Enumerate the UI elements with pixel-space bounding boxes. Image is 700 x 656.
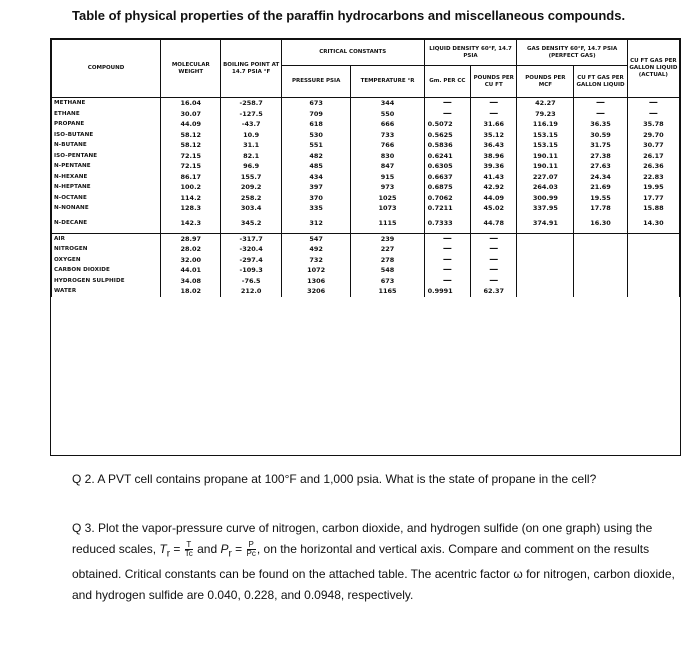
cuft-per-gallon-actual-cell: 35.78 <box>627 119 679 130</box>
boiling-point-cell: 155.7 <box>221 172 281 183</box>
boiling-point-cell: -43.7 <box>221 119 281 130</box>
molecular-weight-cell: 114.2 <box>161 193 221 204</box>
cuft-per-gallon-actual-cell <box>627 255 679 266</box>
liquid-density-lb-cell: 44.09 <box>471 193 517 204</box>
gas-density-mcf-cell <box>517 244 574 255</box>
critical-pressure-cell: 1306 <box>281 276 351 287</box>
gas-density-mcf-cell <box>517 255 574 266</box>
gas-density-mcf-cell: 42.27 <box>517 98 574 109</box>
critical-temperature-cell: 548 <box>351 265 424 276</box>
liquid-density-gm-cell: 0.7062 <box>424 193 470 204</box>
critical-pressure-cell: 482 <box>281 151 351 162</box>
liquid-density-gm-cell: 0.6875 <box>424 182 470 193</box>
critical-pressure-cell: 370 <box>281 193 351 204</box>
table-row <box>52 172 680 183</box>
cuft-per-gallon-cell: 31.75 <box>574 140 627 151</box>
boiling-point-cell: 31.1 <box>221 140 281 151</box>
molecular-weight-cell: 18.02 <box>161 286 221 297</box>
boiling-point-cell: -76.5 <box>221 276 281 287</box>
critical-pressure-cell: 485 <box>281 161 351 172</box>
header-boiling-point: BOILING POINT AT 14.7 PSIA °F <box>221 40 281 98</box>
critical-pressure-cell: 530 <box>281 130 351 141</box>
cuft-per-gallon-cell: 17.78 <box>574 203 627 214</box>
cuft-per-gallon-actual-cell: 22.83 <box>627 172 679 183</box>
liquid-density-gm-cell: 0.5072 <box>424 119 470 130</box>
liquid-density-gm-cell: — <box>424 98 470 109</box>
table-row <box>52 161 680 172</box>
compound-cell: N-NONANE <box>52 203 161 214</box>
compound-cell: N-PENTANE <box>52 161 161 172</box>
table-row <box>52 98 680 109</box>
liquid-density-gm-cell: — <box>424 276 470 287</box>
table-row <box>52 151 680 162</box>
gas-density-mcf-cell: 190.11 <box>517 161 574 172</box>
cuft-per-gallon-cell: — <box>574 109 627 120</box>
boiling-point-cell: -109.3 <box>221 265 281 276</box>
cuft-per-gallon-actual-cell: 26.36 <box>627 161 679 172</box>
liquid-density-gm-cell: 0.6241 <box>424 151 470 162</box>
cuft-per-gallon-cell <box>574 276 627 287</box>
tr-numerator: T <box>186 540 192 550</box>
q3-and: and <box>193 542 221 556</box>
liquid-density-lb-cell: — <box>471 255 517 266</box>
question-3: Q 3. Plot the vapor-pressure curve of nitrogen, carbon dioxide, and hydrogen sulfide (on one graph) using the reduced scales, $T_r$ = $\frac{T}{Tc}$ and $P_r$ = $\frac{P}{Pc}$ , on the horizontal and vertical axis. Compare and comment on the results obtained. Critical constants can be found on the attached table. The acentric factor ω for nitrogen, carbon dioxide, and hydrogen sulfide are 0.040, 0.228, and 0.0948, respectively. <box>72 521 675 603</box>
table-row <box>52 276 680 287</box>
cuft-per-gallon-actual-cell <box>627 265 679 276</box>
cuft-per-gallon-cell: 19.55 <box>574 193 627 204</box>
critical-temperature-cell: 1165 <box>351 286 424 297</box>
liquid-density-gm-cell: 0.5625 <box>424 130 470 141</box>
molecular-weight-cell: 28.02 <box>161 244 221 255</box>
cuft-per-gallon-cell <box>574 265 627 276</box>
gas-density-mcf-cell: 264.03 <box>517 182 574 193</box>
compound-cell: N-BUTANE <box>52 140 161 151</box>
boiling-point-cell: -127.5 <box>221 109 281 120</box>
critical-temperature-cell: 973 <box>351 182 424 193</box>
liquid-density-lb-cell: 45.02 <box>471 203 517 214</box>
cuft-per-gallon-actual-cell: 29.70 <box>627 130 679 141</box>
molecular-weight-cell: 44.01 <box>161 265 221 276</box>
critical-pressure-cell: 335 <box>281 203 351 214</box>
cuft-per-gallon-actual-cell <box>627 276 679 287</box>
question-2: Q 2. A PVT cell contains propane at 100°F and 1,000 psia. What is the state of propane in the cell? <box>72 472 597 486</box>
liquid-density-lb-cell: 41.43 <box>471 172 517 183</box>
cuft-per-gallon-cell <box>574 286 627 297</box>
critical-temperature-cell: 1025 <box>351 193 424 204</box>
liquid-density-gm-cell: 0.9991 <box>424 286 470 297</box>
gas-density-mcf-cell: 153.15 <box>517 140 574 151</box>
cuft-per-gallon-actual-cell <box>627 286 679 297</box>
critical-pressure-cell: 547 <box>281 233 351 244</box>
compound-cell: WATER <box>52 286 161 297</box>
compound-cell: OXYGEN <box>52 255 161 266</box>
pr-subscript: r <box>228 548 232 560</box>
cuft-per-gallon-cell: 24.34 <box>574 172 627 183</box>
header-critical-constants: CRITICAL CONSTANTS <box>281 40 424 66</box>
cuft-per-gallon-cell: 27.63 <box>574 161 627 172</box>
liquid-density-gm-cell: 0.5836 <box>424 140 470 151</box>
critical-temperature-cell: 830 <box>351 151 424 162</box>
liquid-density-gm-cell: 0.7333 <box>424 214 470 234</box>
q3-text-part1: Q 3. Plot the vapor-pressure curve of nitrogen, carbon dioxide, and hydrogen sulfide (on one graph) using the reduced scales, <box>72 521 653 556</box>
cuft-per-gallon-actual-cell: 19.95 <box>627 182 679 193</box>
critical-pressure-cell: 618 <box>281 119 351 130</box>
liquid-density-lb-cell: 39.36 <box>471 161 517 172</box>
liquid-density-gm-cell: 0.7211 <box>424 203 470 214</box>
compound-cell: ISO-PENTANE <box>52 151 161 162</box>
cuft-per-gallon-cell: 16.30 <box>574 214 627 234</box>
molecular-weight-cell: 86.17 <box>161 172 221 183</box>
table-row <box>52 109 680 120</box>
critical-temperature-cell: 278 <box>351 255 424 266</box>
pr-fraction <box>247 541 256 558</box>
tr-denominator: Tc <box>184 549 193 559</box>
header-liquid-density: LIQUID DENSITY 60°F, 14.7 PSIA <box>424 40 517 66</box>
liquid-density-lb-cell: 62.37 <box>471 286 517 297</box>
table-row <box>52 203 680 214</box>
critical-temperature-cell: 239 <box>351 233 424 244</box>
gas-density-mcf-cell: 300.99 <box>517 193 574 204</box>
table-row <box>52 182 680 193</box>
compound-cell: CARBON DIOXIDE <box>52 265 161 276</box>
molecular-weight-cell: 58.12 <box>161 130 221 141</box>
header-gas-density: GAS DENSITY 60°F, 14.7 PSIA (PERFECT GAS) <box>517 40 627 66</box>
table-row <box>52 233 680 244</box>
gas-density-mcf-cell: 153.15 <box>517 130 574 141</box>
liquid-density-lb-cell: 31.66 <box>471 119 517 130</box>
gas-density-mcf-cell: 116.19 <box>517 119 574 130</box>
table-row <box>52 255 680 266</box>
liquid-density-lb-cell: — <box>471 244 517 255</box>
compound-cell: N-HEXANE <box>52 172 161 183</box>
tr-fraction <box>185 541 193 558</box>
cuft-per-gallon-cell: — <box>574 98 627 109</box>
liquid-density-gm-cell: — <box>424 255 470 266</box>
critical-temperature-cell: 847 <box>351 161 424 172</box>
gas-density-mcf-cell: 374.91 <box>517 214 574 234</box>
critical-temperature-cell: 733 <box>351 130 424 141</box>
boiling-point-cell: 303.4 <box>221 203 281 214</box>
molecular-weight-cell: 72.15 <box>161 161 221 172</box>
critical-temperature-cell: 673 <box>351 276 424 287</box>
tr-symbol: T <box>159 542 167 556</box>
q3-text-part2: , on the horizontal and vertical axis. Compare and comment on the results obtained. Critical constants can be found on the attached table. The acentric factor ω for nitrogen, carbon dioxide, and hydrogen sulfide are 0.040, 0.228, and 0.0948, respectively. <box>72 542 675 603</box>
header-cuft-gas-per-gallon: CU FT GAS PER GALLON LIQUID <box>574 66 627 98</box>
pr-numerator: P <box>248 540 254 550</box>
hydrocarbon-rows <box>52 98 680 234</box>
cuft-per-gallon-cell <box>574 255 627 266</box>
compound-cell: ETHANE <box>52 109 161 120</box>
table-row <box>52 214 680 234</box>
critical-pressure-cell: 551 <box>281 140 351 151</box>
critical-temperature-cell: 666 <box>351 119 424 130</box>
cuft-per-gallon-actual-cell: 15.88 <box>627 203 679 214</box>
boiling-point-cell: -297.4 <box>221 255 281 266</box>
boiling-point-cell: 10.9 <box>221 130 281 141</box>
table-row <box>52 286 680 297</box>
critical-temperature-cell: 227 <box>351 244 424 255</box>
liquid-density-lb-cell: 35.12 <box>471 130 517 141</box>
cuft-per-gallon-actual-cell: 30.77 <box>627 140 679 151</box>
cuft-per-gallon-actual-cell: — <box>627 98 679 109</box>
compound-cell: N-HEPTANE <box>52 182 161 193</box>
liquid-density-lb-cell: 36.43 <box>471 140 517 151</box>
liquid-density-gm-cell: — <box>424 265 470 276</box>
molecular-weight-cell: 72.15 <box>161 151 221 162</box>
liquid-density-lb-cell: — <box>471 265 517 276</box>
molecular-weight-cell: 58.12 <box>161 140 221 151</box>
gas-density-mcf-cell <box>517 233 574 244</box>
critical-pressure-cell: 434 <box>281 172 351 183</box>
header-pressure: PRESSURE PSIA <box>281 66 351 98</box>
critical-pressure-cell: 732 <box>281 255 351 266</box>
header-molecular-weight: MOLECULAR WEIGHT <box>161 40 221 98</box>
critical-pressure-cell: 397 <box>281 182 351 193</box>
compound-cell: NITROGEN <box>52 244 161 255</box>
liquid-density-lb-cell: — <box>471 109 517 120</box>
header-cuft-gas-actual: CU FT GAS PER GALLON LIQUID (ACTUAL) <box>627 40 679 98</box>
table-row <box>52 130 680 141</box>
cuft-per-gallon-cell <box>574 233 627 244</box>
table-row <box>52 193 680 204</box>
molecular-weight-cell: 16.04 <box>161 98 221 109</box>
gas-density-mcf-cell: 190.11 <box>517 151 574 162</box>
gas-density-mcf-cell <box>517 276 574 287</box>
compound-cell: METHANE <box>52 98 161 109</box>
molecular-weight-cell: 100.2 <box>161 182 221 193</box>
boiling-point-cell: 96.9 <box>221 161 281 172</box>
critical-pressure-cell: 673 <box>281 98 351 109</box>
critical-pressure-cell: 3206 <box>281 286 351 297</box>
critical-pressure-cell: 709 <box>281 109 351 120</box>
gas-density-mcf-cell <box>517 286 574 297</box>
cuft-per-gallon-cell: 27.38 <box>574 151 627 162</box>
boiling-point-cell: 82.1 <box>221 151 281 162</box>
liquid-density-lb-cell: 42.92 <box>471 182 517 193</box>
pr-symbol: P <box>220 542 229 556</box>
boiling-point-cell: 345.2 <box>221 214 281 234</box>
critical-temperature-cell: 550 <box>351 109 424 120</box>
molecular-weight-cell: 142.3 <box>161 214 221 234</box>
table-row <box>52 244 680 255</box>
critical-temperature-cell: 915 <box>351 172 424 183</box>
critical-pressure-cell: 1072 <box>281 265 351 276</box>
liquid-density-gm-cell: — <box>424 109 470 120</box>
compound-cell: HYDROGEN SULPHIDE <box>52 276 161 287</box>
table-row <box>52 265 680 276</box>
liquid-density-lb-cell: — <box>471 233 517 244</box>
header-temperature: TEMPERATURE °R <box>351 66 424 98</box>
tr-subscript: r <box>166 548 171 560</box>
molecular-weight-cell: 44.09 <box>161 119 221 130</box>
cuft-per-gallon-cell: 21.69 <box>574 182 627 193</box>
boiling-point-cell: 258.2 <box>221 193 281 204</box>
gas-density-mcf-cell <box>517 265 574 276</box>
liquid-density-lb-cell: — <box>471 98 517 109</box>
cuft-per-gallon-cell <box>574 244 627 255</box>
liquid-density-lb-cell: — <box>471 276 517 287</box>
header-pounds-per-mcf: POUNDS PER MCF <box>517 66 574 98</box>
cuft-per-gallon-cell: 30.59 <box>574 130 627 141</box>
header-pounds-per-cuft: POUNDS PER CU FT <box>471 66 517 98</box>
liquid-density-gm-cell: 0.6637 <box>424 172 470 183</box>
boiling-point-cell: 212.0 <box>221 286 281 297</box>
compound-cell: AIR <box>52 233 161 244</box>
compound-cell: N-DECANE <box>52 214 161 234</box>
boiling-point-cell: 209.2 <box>221 182 281 193</box>
compound-cell: N-OCTANE <box>52 193 161 204</box>
critical-temperature-cell: 1073 <box>351 203 424 214</box>
cuft-per-gallon-actual-cell: 17.77 <box>627 193 679 204</box>
critical-pressure-cell: 312 <box>281 214 351 234</box>
gas-density-mcf-cell: 337.95 <box>517 203 574 214</box>
header-gm-per-cc: Gm. PER CC <box>424 66 470 98</box>
molecular-weight-cell: 28.97 <box>161 233 221 244</box>
liquid-density-gm-cell: 0.6305 <box>424 161 470 172</box>
critical-temperature-cell: 766 <box>351 140 424 151</box>
critical-pressure-cell: 492 <box>281 244 351 255</box>
liquid-density-lb-cell: 38.96 <box>471 151 517 162</box>
cuft-per-gallon-cell: 36.35 <box>574 119 627 130</box>
liquid-density-gm-cell: — <box>424 233 470 244</box>
compound-cell: PROPANE <box>52 119 161 130</box>
cuft-per-gallon-actual-cell: — <box>627 109 679 120</box>
table-title: Table of physical properties of the paraffin hydrocarbons and miscellaneous compounds. <box>72 8 626 23</box>
compound-cell: ISO-BUTANE <box>52 130 161 141</box>
boiling-point-cell: -317.7 <box>221 233 281 244</box>
liquid-density-gm-cell: — <box>424 244 470 255</box>
liquid-density-lb-cell: 44.78 <box>471 214 517 234</box>
cuft-per-gallon-actual-cell <box>627 244 679 255</box>
boiling-point-cell: -258.7 <box>221 98 281 109</box>
gas-density-mcf-cell: 79.23 <box>517 109 574 120</box>
molecular-weight-cell: 128.3 <box>161 203 221 214</box>
boiling-point-cell: -320.4 <box>221 244 281 255</box>
cuft-per-gallon-actual-cell: 14.30 <box>627 214 679 234</box>
table-row <box>52 140 680 151</box>
pr-denominator: Pc <box>246 549 256 559</box>
molecular-weight-cell: 30.07 <box>161 109 221 120</box>
table-row <box>52 119 680 130</box>
cuft-per-gallon-actual-cell: 26.17 <box>627 151 679 162</box>
critical-temperature-cell: 1115 <box>351 214 424 234</box>
header-compound: COMPOUND <box>52 40 161 98</box>
molecular-weight-cell: 34.08 <box>161 276 221 287</box>
misc-rows <box>52 233 680 297</box>
critical-temperature-cell: 344 <box>351 98 424 109</box>
cuft-per-gallon-actual-cell <box>627 233 679 244</box>
properties-table <box>50 38 681 456</box>
gas-density-mcf-cell: 227.07 <box>517 172 574 183</box>
molecular-weight-cell: 32.00 <box>161 255 221 266</box>
